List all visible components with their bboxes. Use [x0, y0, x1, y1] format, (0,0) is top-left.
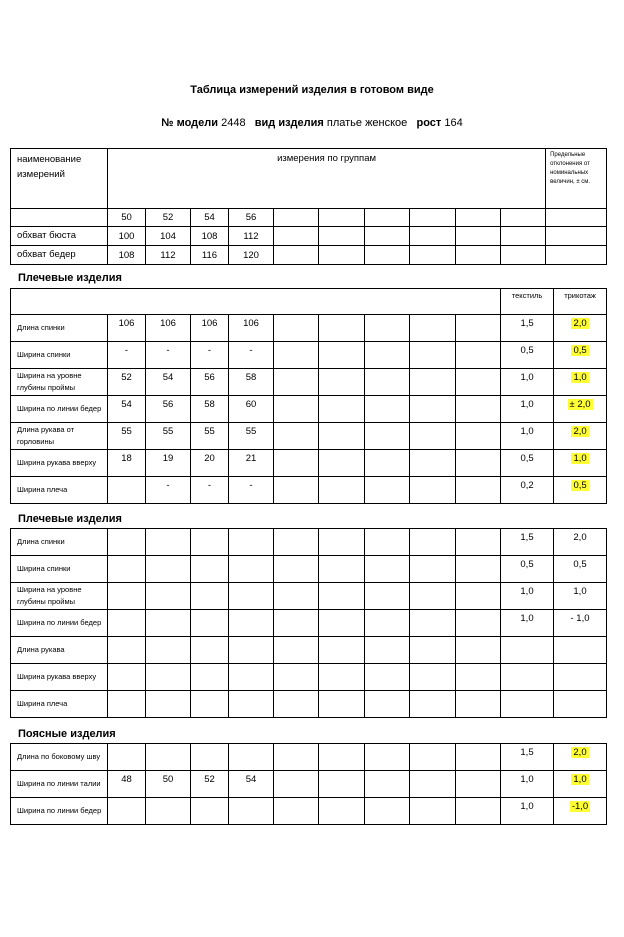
value-cell: 112 [229, 227, 274, 246]
empty-cell [274, 396, 319, 423]
textile-value: 0,2 [501, 477, 554, 504]
row-label: Ширина на уровне глубины проймы [11, 583, 108, 610]
textile-value: 1,5 [501, 315, 554, 342]
empty-cell [456, 798, 501, 825]
table-row [11, 227, 607, 246]
empty-cell [456, 227, 501, 246]
empty-cell [456, 664, 501, 691]
knit-value [554, 529, 607, 556]
empty-cell [319, 450, 365, 477]
empty-cell [501, 209, 546, 227]
model-value: 2448 [221, 117, 246, 129]
value-cell [191, 610, 229, 637]
empty-cell [274, 529, 319, 556]
type-label: вид изделия [254, 117, 324, 129]
empty-cell [410, 610, 456, 637]
textile-value: 0,5 [501, 342, 554, 369]
empty-cell [274, 771, 319, 798]
value-cell: 56 [146, 396, 191, 423]
empty-cell [365, 315, 410, 342]
empty-cell [456, 556, 501, 583]
empty-cell [546, 209, 607, 227]
empty-cell [456, 477, 501, 504]
table-row [11, 423, 607, 450]
textile-value: 1,0 [501, 396, 554, 423]
value-cell [229, 610, 274, 637]
section-title: Плечевые изделия [18, 272, 122, 284]
value-cell: 106 [146, 315, 191, 342]
page-subtitle [0, 117, 624, 129]
empty-cell [365, 556, 410, 583]
value-cell: - [229, 477, 274, 504]
value-cell: 54 [108, 396, 146, 423]
knit-value-text: 2,0 [573, 532, 587, 543]
knit-value [554, 637, 607, 664]
row-label: Ширина плеча [11, 691, 108, 718]
knit-value [554, 798, 607, 825]
empty-cell [274, 450, 319, 477]
empty-cell [365, 342, 410, 369]
empty-cell [456, 342, 501, 369]
empty-cell [456, 246, 501, 265]
knit-value [554, 315, 607, 342]
value-cell [108, 556, 146, 583]
row-label: Длина спинки [11, 315, 108, 342]
empty-cell [456, 771, 501, 798]
empty-cell [365, 637, 410, 664]
value-cell [108, 583, 146, 610]
value-cell [146, 691, 191, 718]
empty-cell [456, 396, 501, 423]
table-row [11, 744, 607, 771]
row-label: Ширина спинки [11, 556, 108, 583]
empty-cell [410, 227, 456, 246]
value-cell: 48 [108, 771, 146, 798]
value-cell: 106 [108, 315, 146, 342]
textile-value: 1,0 [501, 423, 554, 450]
empty-cell [274, 369, 319, 396]
value-cell [229, 691, 274, 718]
empty-cell [365, 798, 410, 825]
empty-cell [274, 583, 319, 610]
table-row [11, 556, 607, 583]
value-cell: 106 [229, 315, 274, 342]
empty-cell [274, 423, 319, 450]
knit-value [554, 610, 607, 637]
empty-cell [319, 227, 365, 246]
empty-cell [365, 771, 410, 798]
row-label: обхват бедер [11, 246, 108, 265]
value-cell [229, 583, 274, 610]
textile-value: 1,0 [501, 583, 554, 610]
table-row [11, 450, 607, 477]
empty-cell [319, 342, 365, 369]
knit-value-text: ± 2,0 [569, 399, 591, 410]
empty-cell [274, 477, 319, 504]
row-label: обхват бюста [11, 227, 108, 246]
empty-cell [365, 610, 410, 637]
knit-value-text: 1,0 [573, 774, 587, 785]
empty-cell [410, 529, 456, 556]
row-label: Ширина по линии бедер [11, 798, 108, 825]
empty-cell [546, 246, 607, 265]
value-cell: 20 [191, 450, 229, 477]
value-cell: 100 [108, 227, 146, 246]
empty-cell [274, 342, 319, 369]
empty-cell [319, 246, 365, 265]
empty-cell [410, 423, 456, 450]
empty-cell [410, 450, 456, 477]
value-cell: 58 [191, 396, 229, 423]
shoulder-items-table-2 [10, 528, 607, 718]
value-cell [229, 744, 274, 771]
row-label: Ширина на уровне глубины проймы [11, 369, 108, 396]
value-cell: 58 [229, 369, 274, 396]
value-cell: 55 [146, 423, 191, 450]
knit-value-text: 1,0 [573, 453, 587, 464]
knit-value-text: 2,0 [573, 426, 587, 437]
value-cell [191, 637, 229, 664]
page-title: Таблица измерений изделия в готовом виде [190, 84, 434, 96]
row-label: Ширина плеча [11, 477, 108, 504]
empty-cell [365, 450, 410, 477]
table-row [11, 369, 607, 396]
model-label: № модели [161, 117, 219, 129]
empty-cell [410, 315, 456, 342]
knit-value [554, 423, 607, 450]
value-cell [108, 637, 146, 664]
value-cell: 116 [191, 246, 229, 265]
value-cell [146, 583, 191, 610]
value-cell [146, 664, 191, 691]
empty-cell [11, 209, 108, 227]
empty-cell [456, 637, 501, 664]
empty-cell [456, 610, 501, 637]
value-cell: 106 [191, 315, 229, 342]
empty-cell [456, 744, 501, 771]
row-label: Длина по боковому шву [11, 744, 108, 771]
empty-cell [319, 664, 365, 691]
empty-cell [410, 556, 456, 583]
size-cell: 50 [108, 209, 146, 227]
value-cell [191, 529, 229, 556]
table-row [11, 798, 607, 825]
value-cell: 108 [191, 227, 229, 246]
value-cell: 60 [229, 396, 274, 423]
empty-cell [410, 664, 456, 691]
empty-cell [410, 771, 456, 798]
empty-cell [274, 246, 319, 265]
textile-value [501, 691, 554, 718]
knit-value [554, 691, 607, 718]
value-cell [229, 637, 274, 664]
empty-cell [456, 315, 501, 342]
empty-cell [365, 423, 410, 450]
empty-cell [274, 556, 319, 583]
empty-cell [410, 342, 456, 369]
shoulder-items-table [10, 288, 607, 504]
value-cell [191, 691, 229, 718]
row-label: Ширина рукава вверху [11, 450, 108, 477]
empty-cell [365, 529, 410, 556]
textile-value: 1,0 [501, 771, 554, 798]
empty-cell [365, 744, 410, 771]
row-label: Ширина по линии бедер [11, 396, 108, 423]
empty-cell [319, 744, 365, 771]
knit-value-text: 0,5 [573, 559, 587, 570]
value-cell: 55 [108, 423, 146, 450]
value-cell [146, 637, 191, 664]
empty-cell [319, 798, 365, 825]
table-row [11, 529, 607, 556]
empty-cell [319, 771, 365, 798]
empty-cell [456, 209, 501, 227]
value-cell: - [146, 477, 191, 504]
textile-value: 1,0 [501, 798, 554, 825]
knit-value-text: 1,0 [573, 586, 587, 597]
knit-value-text: 2,0 [573, 747, 587, 758]
tolerance-header: Предельные отклонения от номинальных величин, ± см. [546, 149, 607, 209]
value-cell: 19 [146, 450, 191, 477]
empty-cell [365, 664, 410, 691]
empty-cell [410, 798, 456, 825]
knit-header: трикотаж [554, 289, 607, 315]
empty-cell [274, 664, 319, 691]
empty-cell [501, 227, 546, 246]
row-label: Ширина рукава вверху [11, 664, 108, 691]
empty-cell [410, 246, 456, 265]
empty-cell [456, 529, 501, 556]
empty-cell [365, 227, 410, 246]
empty-cell [365, 246, 410, 265]
value-cell: 21 [229, 450, 274, 477]
height-label: рост [416, 117, 442, 129]
value-cell: - [108, 342, 146, 369]
empty-cell [456, 691, 501, 718]
textile-value [501, 664, 554, 691]
empty-cell [410, 583, 456, 610]
waist-items-table [10, 743, 607, 825]
value-cell [146, 610, 191, 637]
knit-value-text: -1,0 [571, 801, 589, 812]
value-cell [229, 556, 274, 583]
value-cell: 104 [146, 227, 191, 246]
empty-cell [365, 477, 410, 504]
groups-header: измерения по группам [108, 149, 546, 209]
row-label: Длина спинки [11, 529, 108, 556]
empty-cell [319, 396, 365, 423]
value-cell [146, 798, 191, 825]
empty-cell [456, 583, 501, 610]
value-cell [191, 664, 229, 691]
value-cell: - [146, 342, 191, 369]
empty-cell [365, 369, 410, 396]
textile-value: 1,5 [501, 529, 554, 556]
knit-value-text: - 1,0 [570, 613, 590, 624]
knit-value [554, 477, 607, 504]
size-cell: 52 [146, 209, 191, 227]
header-table [10, 148, 607, 265]
value-cell: 55 [229, 423, 274, 450]
textile-value: 1,5 [501, 744, 554, 771]
value-cell: - [191, 477, 229, 504]
value-cell [108, 798, 146, 825]
empty-cell [319, 556, 365, 583]
knit-value [554, 664, 607, 691]
knit-value [554, 369, 607, 396]
textile-value: 1,0 [501, 369, 554, 396]
table-row [11, 637, 607, 664]
value-cell: 112 [146, 246, 191, 265]
value-cell [191, 583, 229, 610]
empty-cell [365, 209, 410, 227]
value-cell [108, 664, 146, 691]
empty-cell [319, 637, 365, 664]
knit-value-text: 1,0 [573, 372, 587, 383]
value-cell [108, 610, 146, 637]
table-row [11, 396, 607, 423]
empty-cell [274, 691, 319, 718]
row-label: Ширина по линии бедер [11, 610, 108, 637]
knit-value [554, 583, 607, 610]
table-row [11, 664, 607, 691]
empty-cell [11, 289, 501, 315]
table-row [11, 610, 607, 637]
value-cell [191, 556, 229, 583]
value-cell [108, 477, 146, 504]
value-cell [229, 664, 274, 691]
empty-cell [274, 798, 319, 825]
value-cell [108, 529, 146, 556]
value-cell [191, 744, 229, 771]
knit-value-text: 2,0 [573, 318, 587, 329]
table-row [11, 583, 607, 610]
empty-cell [365, 583, 410, 610]
knit-value-text: 0,5 [573, 345, 587, 356]
empty-cell [410, 637, 456, 664]
value-cell [146, 556, 191, 583]
value-cell: - [191, 342, 229, 369]
value-cell: 55 [191, 423, 229, 450]
knit-value-text: 0,5 [573, 480, 587, 491]
empty-cell [274, 610, 319, 637]
textile-value: 0,5 [501, 450, 554, 477]
value-cell [146, 744, 191, 771]
empty-cell [410, 209, 456, 227]
table-row [11, 477, 607, 504]
value-cell: 120 [229, 246, 274, 265]
section-title: Плечевые изделия [18, 513, 122, 525]
empty-cell [456, 369, 501, 396]
table-row [11, 771, 607, 798]
empty-cell [410, 369, 456, 396]
value-cell [108, 744, 146, 771]
knit-value [554, 450, 607, 477]
size-cell: 54 [191, 209, 229, 227]
value-cell: 108 [108, 246, 146, 265]
value-cell: 50 [146, 771, 191, 798]
empty-cell [274, 637, 319, 664]
empty-cell [546, 227, 607, 246]
empty-cell [319, 583, 365, 610]
table-row [11, 315, 607, 342]
empty-cell [319, 610, 365, 637]
section-title: Поясные изделия [18, 728, 116, 740]
empty-cell [319, 209, 365, 227]
table-row [11, 342, 607, 369]
empty-cell [274, 209, 319, 227]
textile-value: 1,0 [501, 610, 554, 637]
value-cell [191, 798, 229, 825]
empty-cell [319, 423, 365, 450]
knit-value [554, 771, 607, 798]
empty-cell [410, 396, 456, 423]
value-cell [229, 529, 274, 556]
empty-cell [319, 529, 365, 556]
empty-cell [365, 691, 410, 718]
knit-value [554, 556, 607, 583]
knit-value [554, 342, 607, 369]
textile-value: 0,5 [501, 556, 554, 583]
row-label: Ширина спинки [11, 342, 108, 369]
empty-cell [456, 423, 501, 450]
empty-cell [319, 315, 365, 342]
row-label: Ширина по линии талии [11, 771, 108, 798]
textile-header: текстиль [501, 289, 554, 315]
value-cell [108, 691, 146, 718]
measurement-name-header: наименование измерений [11, 149, 108, 209]
empty-cell [410, 691, 456, 718]
knit-value [554, 396, 607, 423]
value-cell [146, 529, 191, 556]
size-cell: 56 [229, 209, 274, 227]
row-label: Длина рукава от горловины [11, 423, 108, 450]
value-cell: 18 [108, 450, 146, 477]
empty-cell [274, 227, 319, 246]
empty-cell [274, 744, 319, 771]
type-value: платье женское [326, 117, 408, 129]
value-cell: - [229, 342, 274, 369]
textile-value [501, 637, 554, 664]
empty-cell [319, 477, 365, 504]
empty-cell [501, 246, 546, 265]
value-cell: 54 [229, 771, 274, 798]
value-cell [229, 798, 274, 825]
value-cell: 54 [146, 369, 191, 396]
value-cell: 52 [108, 369, 146, 396]
height-value: 164 [444, 117, 463, 129]
empty-cell [319, 691, 365, 718]
value-cell: 52 [191, 771, 229, 798]
empty-cell [365, 396, 410, 423]
empty-cell [410, 477, 456, 504]
knit-value [554, 744, 607, 771]
empty-cell [319, 369, 365, 396]
value-cell: 56 [191, 369, 229, 396]
table-row [11, 246, 607, 265]
empty-cell [410, 744, 456, 771]
row-label: Длина рукава [11, 637, 108, 664]
empty-cell [456, 450, 501, 477]
empty-cell [274, 315, 319, 342]
table-row [11, 691, 607, 718]
